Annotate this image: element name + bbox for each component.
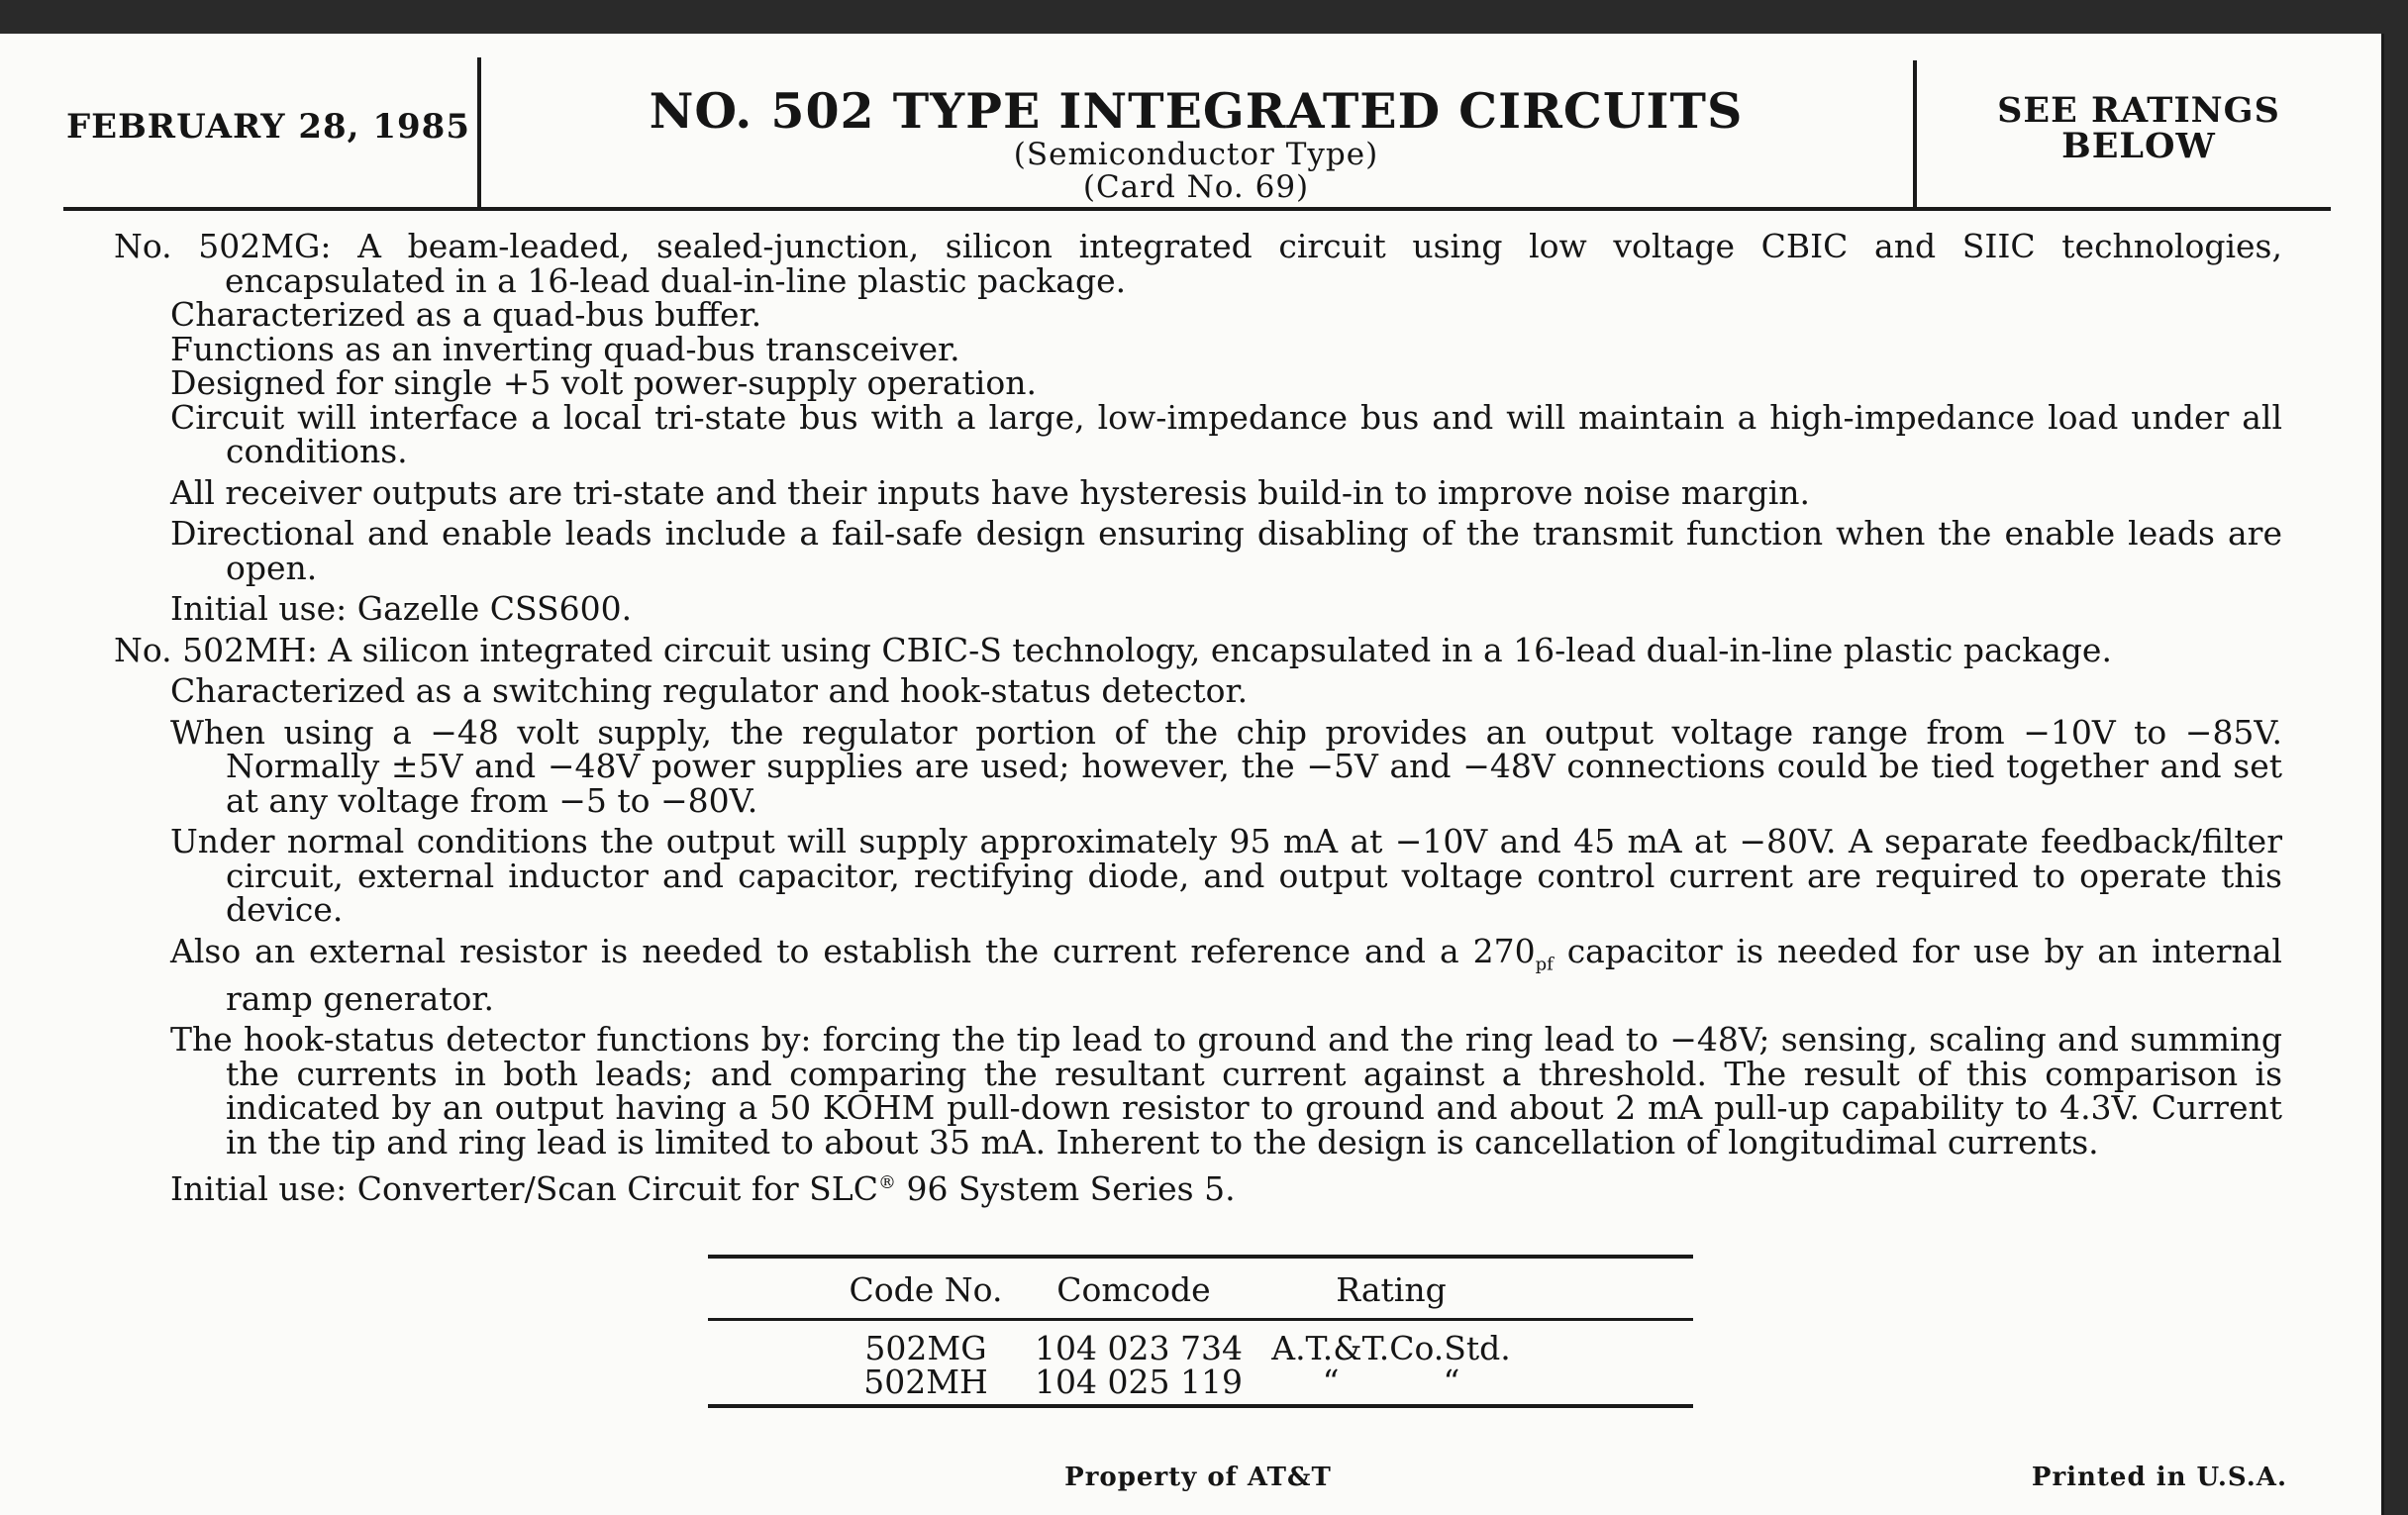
header-title-block <box>483 83 1909 204</box>
ratings-table <box>708 1255 1693 1408</box>
text-fragment: capacitor is needed for use by an internal ramp generator. <box>226 931 2282 1018</box>
cell-code: 502MH <box>863 1363 988 1401</box>
cell-comcode: 104 023 734 <box>1035 1329 1243 1367</box>
property-notice: Property of AT&T <box>1064 1463 1332 1492</box>
list-item: Initial use: Gazelle CSS600. <box>170 589 633 628</box>
rating-note-line2: BELOW <box>2061 126 2216 166</box>
index-card <box>0 34 2384 1515</box>
list-item: The hook-status detector functions by: forcing the tip lead to ground and the ring lead to −48V; sensing, scaling and summing the currents in both leads; and comparing the resultant current against a threshold. The result of this comparison is indicated by an output having a 50 KOHM pull-down resistor to ground and about 2 mA pull-up capability to 4.3V. Current in the tip and ring lead is limited to about 35 mA. Inherent to the design is cancellation of longitudimal currents. <box>170 1020 2282 1162</box>
issue-date: FEBRUARY 28, 1985 <box>66 107 470 147</box>
column-header-code: Code No. <box>849 1270 1003 1309</box>
header-divider-right <box>1913 60 1917 209</box>
list-item: Directional and enable leads include a fail-safe design ensuring disabling of the transmit function when the enable leads are open. <box>170 514 2282 587</box>
header-rule <box>63 207 2331 211</box>
registered-mark: ® <box>877 1172 896 1194</box>
page-subtitle: (Semiconductor Type) <box>1013 137 1379 172</box>
rating-note <box>1921 90 2357 166</box>
description-body <box>114 227 2282 1209</box>
printed-notice: Printed in U.S.A. <box>2031 1463 2287 1492</box>
table-body <box>708 1321 1693 1404</box>
list-item: When using a −48 volt supply, the regulator portion of the chip provides an output voltage range from −10V to −85V. Normally ±5V and −48V power supplies are used; however, the −5V and −48V connections could be tied together and set at any voltage from −5 to −80V. <box>170 712 2282 820</box>
card-number: (Card No. 69) <box>1082 169 1310 205</box>
page-title: NO. 502 TYPE INTEGRATED CIRCUITS <box>649 82 1744 140</box>
list-item: Under normal conditions the output will supply approximately 95 mA at −10V and 45 mA at −80V. A separate feedback/filter circuit, external inductor and capacitor, rectifying diode, and output voltage control current are required to operate this device. <box>170 822 2282 929</box>
list-item: All receiver outputs are tri-state and their inputs have hysteresis build-in to improve noise margin. <box>170 472 1810 512</box>
text-fragment: Initial use: Converter/Scan Circuit for SLC <box>170 1169 878 1209</box>
cell-comcode: 104 025 119 <box>1035 1363 1243 1401</box>
rating-note-line1: SEE RATINGS <box>1997 90 2280 131</box>
list-item <box>114 931 2282 1018</box>
list-item: Characterized as a switching regulator and hook-status detector. <box>170 671 1249 710</box>
section-heading-502mg: No. 502MG: A beam-leaded, sealed-junction, silicon integrated circuit using low voltage CBIC and SIIC technologies, encapsulated in a 16-lead dual-in-line plastic package. <box>114 227 2282 300</box>
cell-rating: A.T.&T.Co.Std. <box>1271 1329 1511 1367</box>
cell-rating: “ “ <box>1322 1363 1460 1401</box>
table-row <box>708 1329 1693 1367</box>
header-divider-left <box>477 57 481 209</box>
list-item: Circuit will interface a local tri-state bus with a large, low-impedance bus and will maintain a high-impedance load under all conditions. <box>170 397 2282 470</box>
text-fragment: Also an external resistor is needed to establish the current reference and a 270 <box>170 931 1536 970</box>
list-item: Functions as an inverting quad-bus transceiver. <box>170 329 960 368</box>
list-item: Designed for single +5 volt power-supply operation. <box>170 363 1037 402</box>
text-fragment: 96 System Series 5. <box>895 1169 1236 1209</box>
list-item: Characterized as a quad-bus buffer. <box>170 295 762 334</box>
list-item <box>114 1166 2282 1207</box>
unit-subscript: pf <box>1535 954 1554 975</box>
column-header-comcode: Comcode <box>1056 1270 1211 1309</box>
cell-code: 502MG <box>864 1329 987 1367</box>
table-row <box>708 1363 1693 1401</box>
column-header-rating: Rating <box>1336 1270 1447 1309</box>
section-heading-502mh: No. 502MH: A silicon integrated circuit using CBIC-S technology, encapsulated in a 16-lead dual-in-line plastic package. <box>114 630 2112 669</box>
table-header-row <box>708 1259 1693 1318</box>
table-bottom-rule <box>708 1404 1693 1408</box>
